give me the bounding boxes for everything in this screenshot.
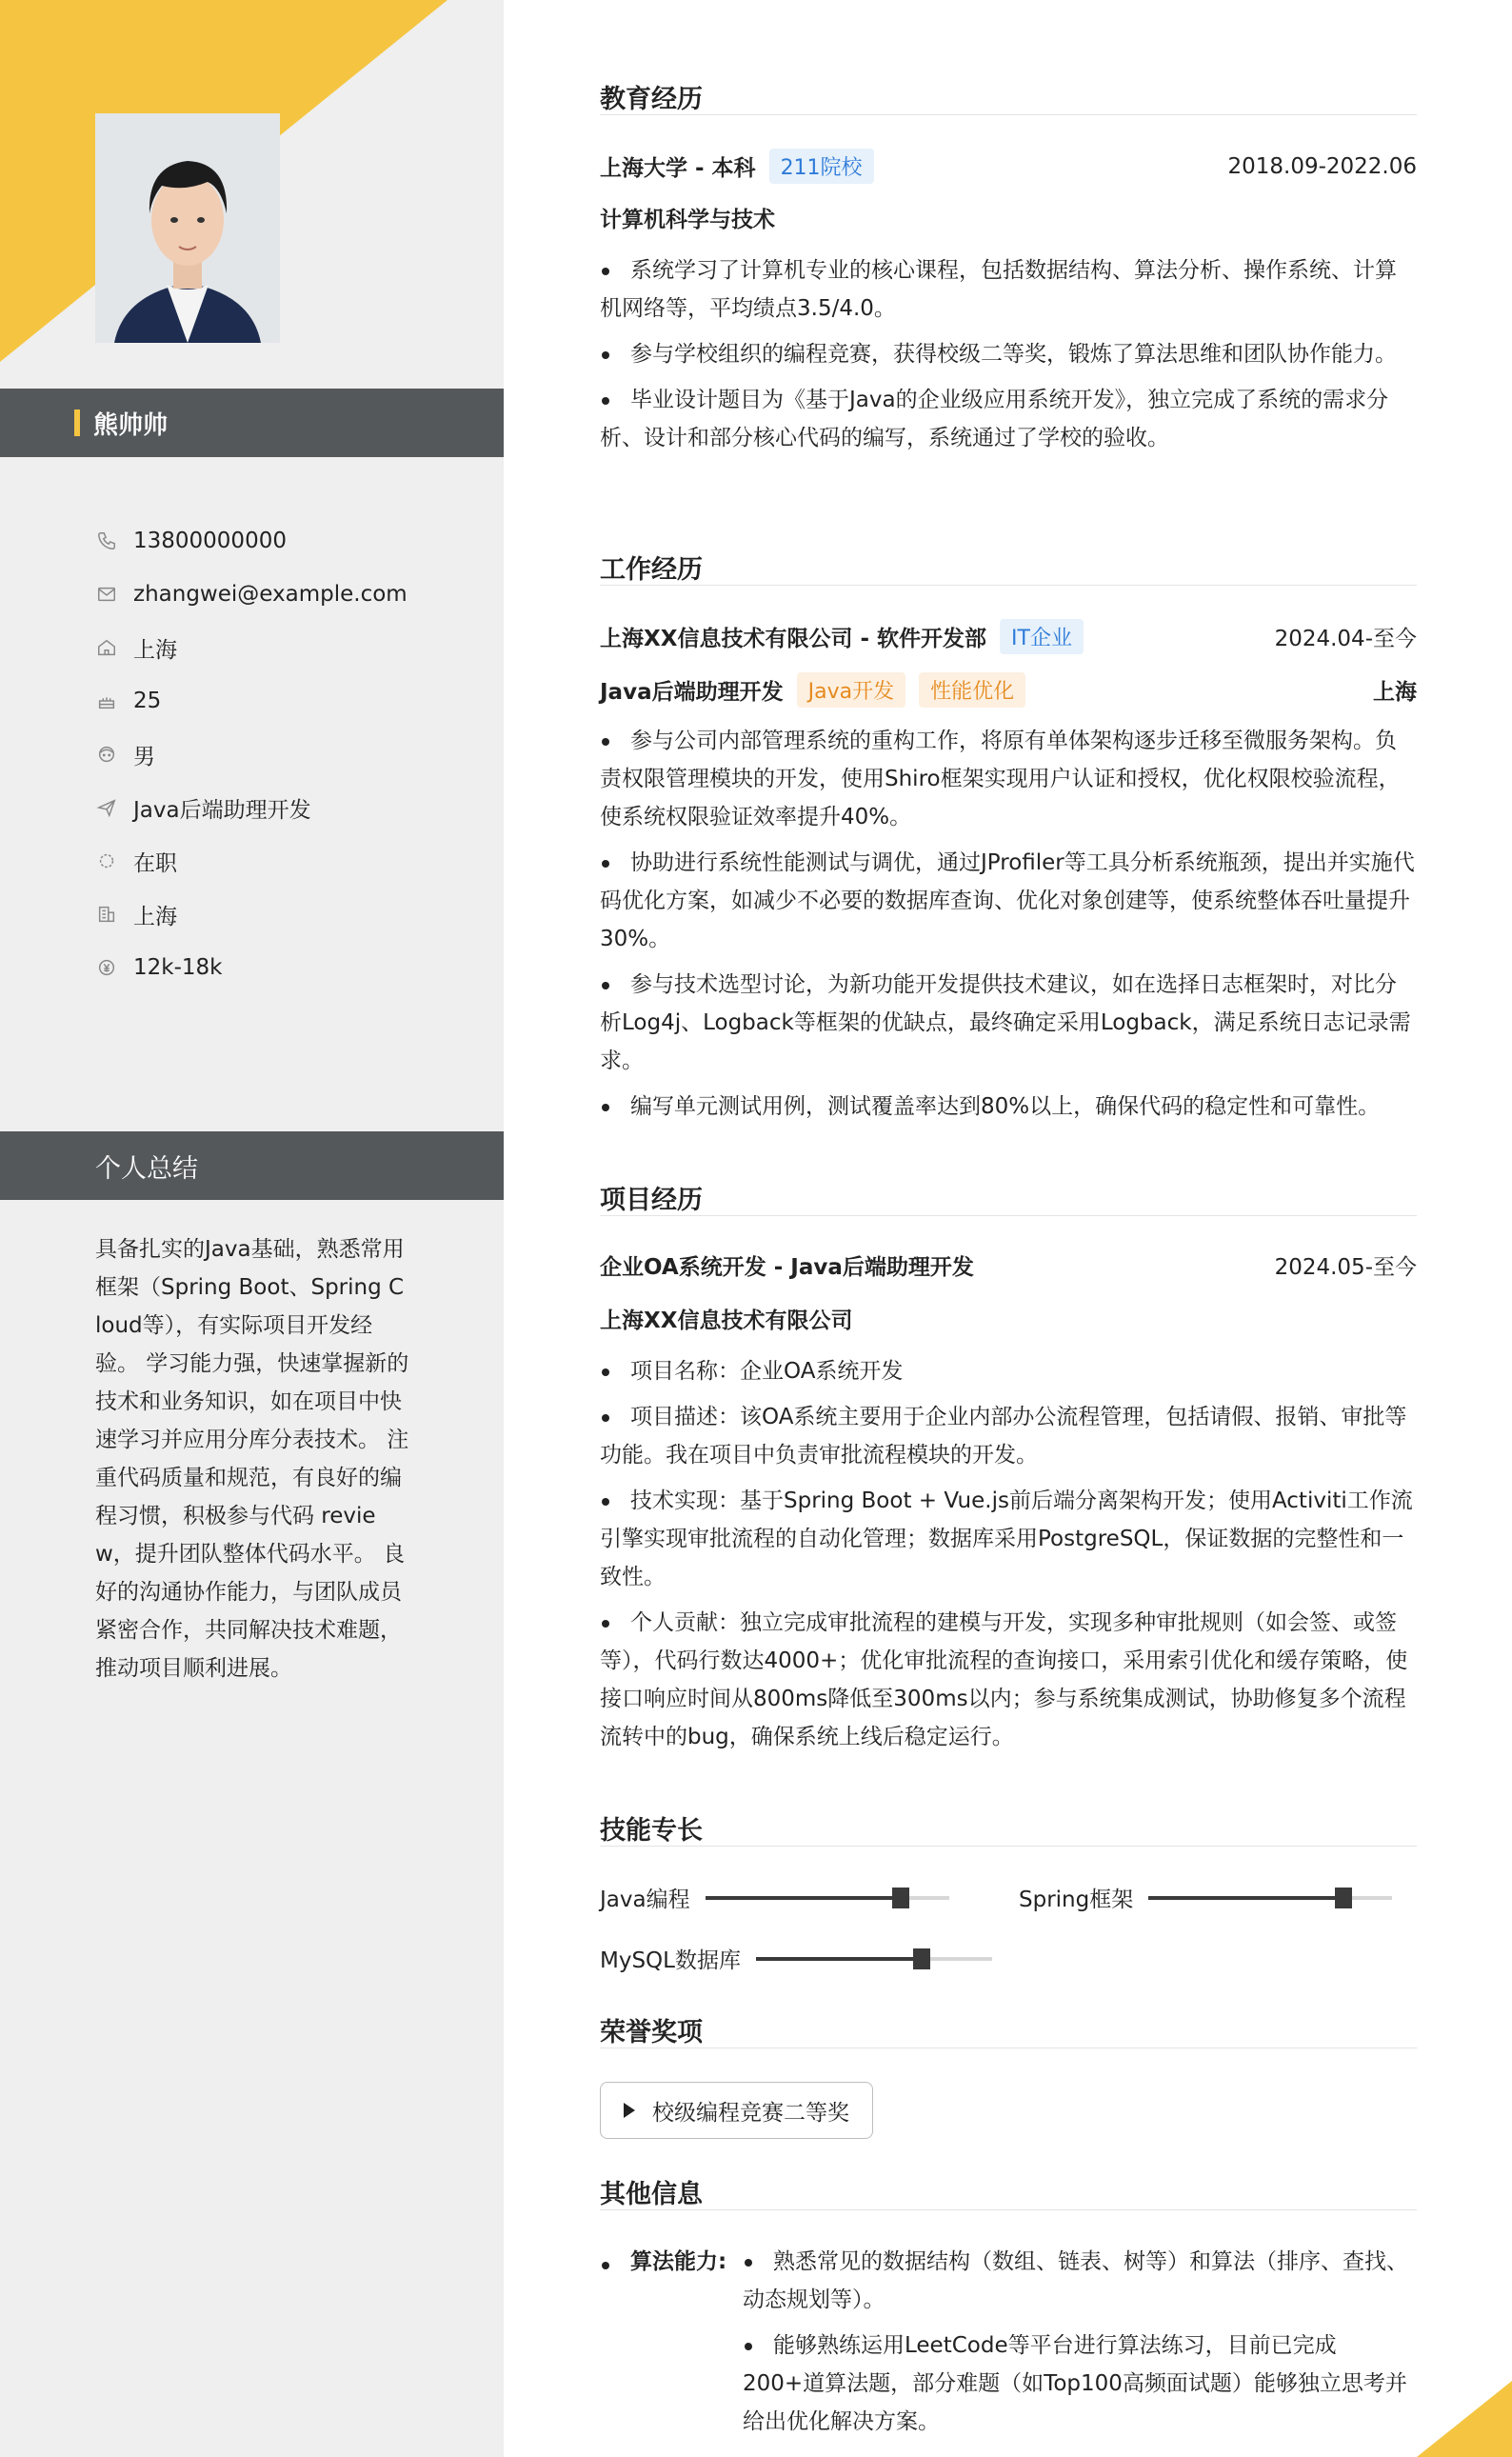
- project-divider: [600, 1215, 1417, 1216]
- project-period: 2024.05-至今: [1274, 1255, 1417, 1280]
- award-text: 校级编程竞赛二等奖: [652, 2100, 849, 2126]
- school-name: 上海大学 - 本科: [600, 156, 756, 181]
- education-divider: [600, 114, 1417, 115]
- education-title: 教育经历: [600, 85, 703, 114]
- play-icon: [624, 2103, 635, 2118]
- name-accent: [74, 410, 80, 436]
- salary-icon: [95, 956, 118, 979]
- contact-position: Java后端助理开发: [95, 781, 408, 834]
- company-name: 上海XX信息技术有限公司 - 软件开发部: [600, 627, 987, 651]
- summary-title: 个人总结: [95, 1153, 198, 1184]
- award-item[interactable]: [600, 2082, 873, 2139]
- building-icon: [95, 903, 118, 926]
- other-title: 其他信息: [600, 2180, 703, 2209]
- work-location: 上海: [1373, 680, 1417, 705]
- list-item: 毕业设计题目为《基于Java的企业级应用系统开发》，独立完成了系统的需求分析、设计和部分核心代码的编写，系统通过了学校的验收。: [600, 381, 1417, 457]
- sidebar: [0, 0, 504, 2457]
- contact-status: 在职: [95, 834, 408, 888]
- contact-email: zhangwei@example.com: [95, 568, 408, 621]
- contact-salary: 12k-18k: [95, 941, 408, 994]
- list-item: 参与技术选型讨论，为新功能开发提供技术建议，如在选择日志框架时，对比分析Log4j、Logback等框架的优缺点，最终确定采用Logback，满足系统日志记录需求。: [600, 966, 1417, 1080]
- contact-city: 上海: [95, 888, 408, 941]
- work-header: [600, 619, 1417, 654]
- list-item: 个人贡献：独立完成审批流程的建模与开发，实现多种审批规则（如会签、或签等），代码行数达4000+；优化审批流程的查询接口，采用索引优化和缓存策略，使接口响应时间从800ms降低至300ms以内；参与系统集成测试，协助修复多个流程流转中的bug，确保系统上线后稳定运行。: [600, 1604, 1417, 1756]
- work-tag: 性能优化: [919, 672, 1025, 708]
- skills-title: 技能专长: [600, 1816, 703, 1846]
- skill-name: Spring框架: [1019, 1888, 1134, 1912]
- candidate-name: 熊帅帅: [93, 410, 169, 440]
- gender-icon: [95, 743, 118, 766]
- phone-icon: [95, 529, 118, 552]
- major: 计算机科学与技术: [600, 208, 775, 232]
- email-icon: [95, 583, 118, 606]
- list-item: 项目名称：企业OA系统开发: [600, 1352, 1417, 1390]
- list-item: 参与公司内部管理系统的重构工作，将原有单体架构逐步迁移至微服务架构。负责权限管理模块的开发，使用Shiro框架实现用户认证和授权，优化权限校验流程，使系统权限验证效率提升40%。: [600, 722, 1417, 836]
- project-header: [600, 1249, 1417, 1281]
- skill-bar: [756, 1957, 992, 1961]
- other-divider: [600, 2209, 1417, 2210]
- work-position-row: [600, 672, 1417, 708]
- summary-text: 具备扎实的Java基础，熟悉常用框架（Spring Boot、Spring Cloud等），有实际项目开发经验。 学习能力强，快速掌握新的技术和业务知识，如在项目中快速学习并应用分库分表技术。 注重代码质量和规范，有良好的编程习惯，积极参与代码 review，提升团队整体代码水平。 良好的沟通协作能力，与团队成员紧密合作，共同解决技术难题，推动项目顺利进展。: [95, 1237, 409, 1681]
- work-period: 2024.04-至今: [1274, 627, 1417, 651]
- skill-bar: [1148, 1896, 1392, 1900]
- company-tag: IT企业: [1000, 619, 1084, 654]
- list-item: 编写单元测试用例，测试覆盖率达到80%以上，确保代码的稳定性和可靠性。: [600, 1088, 1417, 1126]
- list-item: 系统学习了计算机专业的核心课程，包括数据结构、算法分析、操作系统、计算机网络等，平均绩点3.5/4.0。: [600, 251, 1417, 328]
- skill-name: MySQL数据库: [600, 1948, 741, 1973]
- home-icon: [95, 636, 118, 659]
- education-header: [600, 149, 1417, 184]
- other-bullets: [743, 2243, 1417, 2448]
- contact-home: 上海: [95, 621, 408, 674]
- education-bullets: [600, 251, 1417, 465]
- skill-mysql: [600, 1943, 992, 1974]
- skills-divider: [600, 1846, 1417, 1847]
- position: Java后端助理开发: [600, 680, 784, 705]
- project-bullets: [600, 1352, 1417, 1764]
- send-icon: [95, 796, 118, 819]
- project-company-row: [600, 1303, 1417, 1334]
- skill-name: Java编程: [600, 1888, 690, 1912]
- education-major-row: [600, 202, 1417, 233]
- list-item: 能够熟练运用LeetCode等平台进行算法练习，目前已完成200+道算法题，部分难题（如Top100高频面试题）能够独立思考并给出优化解决方案。: [743, 2327, 1417, 2441]
- avatar: [95, 113, 280, 343]
- school-tag: 211院校: [769, 149, 874, 184]
- status-icon: [95, 849, 118, 872]
- work-divider: [600, 585, 1417, 586]
- list-item: 参与学校组织的编程竞赛，获得校级二等奖，锻炼了算法思维和团队协作能力。: [600, 335, 1417, 373]
- skill-java: [600, 1882, 949, 1913]
- skill-bar: [706, 1896, 949, 1900]
- other-label: 算法能力:: [600, 2243, 726, 2281]
- honors-title: 荣誉奖项: [600, 2018, 703, 2048]
- contact-list: [95, 514, 408, 994]
- project-name: 企业OA系统开发 - Java后端助理开发: [600, 1255, 974, 1280]
- education-period: 2018.09-2022.06: [1227, 153, 1417, 179]
- corner-decoration: [1417, 2381, 1512, 2457]
- work-title: 工作经历: [600, 555, 703, 585]
- summary-bar: [0, 1131, 504, 1200]
- contact-age: 25: [95, 674, 408, 728]
- skill-spring: [1019, 1882, 1392, 1913]
- work-tag: Java开发: [797, 672, 905, 708]
- contact-phone: 13800000000: [95, 514, 408, 568]
- contact-gender: 男: [95, 728, 408, 781]
- list-item: 项目描述：该OA系统主要用于企业内部办公流程管理，包括请假、报销、审批等功能。我在项目中负责审批流程模块的开发。: [600, 1398, 1417, 1474]
- list-item: 协助进行系统性能测试与调优，通过JProfiler等工具分析系统瓶颈，提出并实施代码优化方案，如减少不必要的数据库查询、优化对象创建等，使系统整体吞吐量提升30%。: [600, 844, 1417, 958]
- project-title: 项目经历: [600, 1186, 703, 1215]
- cake-icon: [95, 689, 118, 712]
- name-bar: [0, 389, 504, 457]
- work-bullets: [600, 722, 1417, 1133]
- list-item: 熟悉常见的数据结构（数组、链表、树等）和算法（排序、查找、动态规划等）。: [743, 2243, 1417, 2319]
- list-item: 技术实现：基于Spring Boot + Vue.js前后端分离架构开发；使用Activiti工作流引擎实现审批流程的自动化管理；数据库采用PostgreSQL，保证数据的完整性和一致性。: [600, 1482, 1417, 1596]
- project-company: 上海XX信息技术有限公司: [600, 1308, 853, 1333]
